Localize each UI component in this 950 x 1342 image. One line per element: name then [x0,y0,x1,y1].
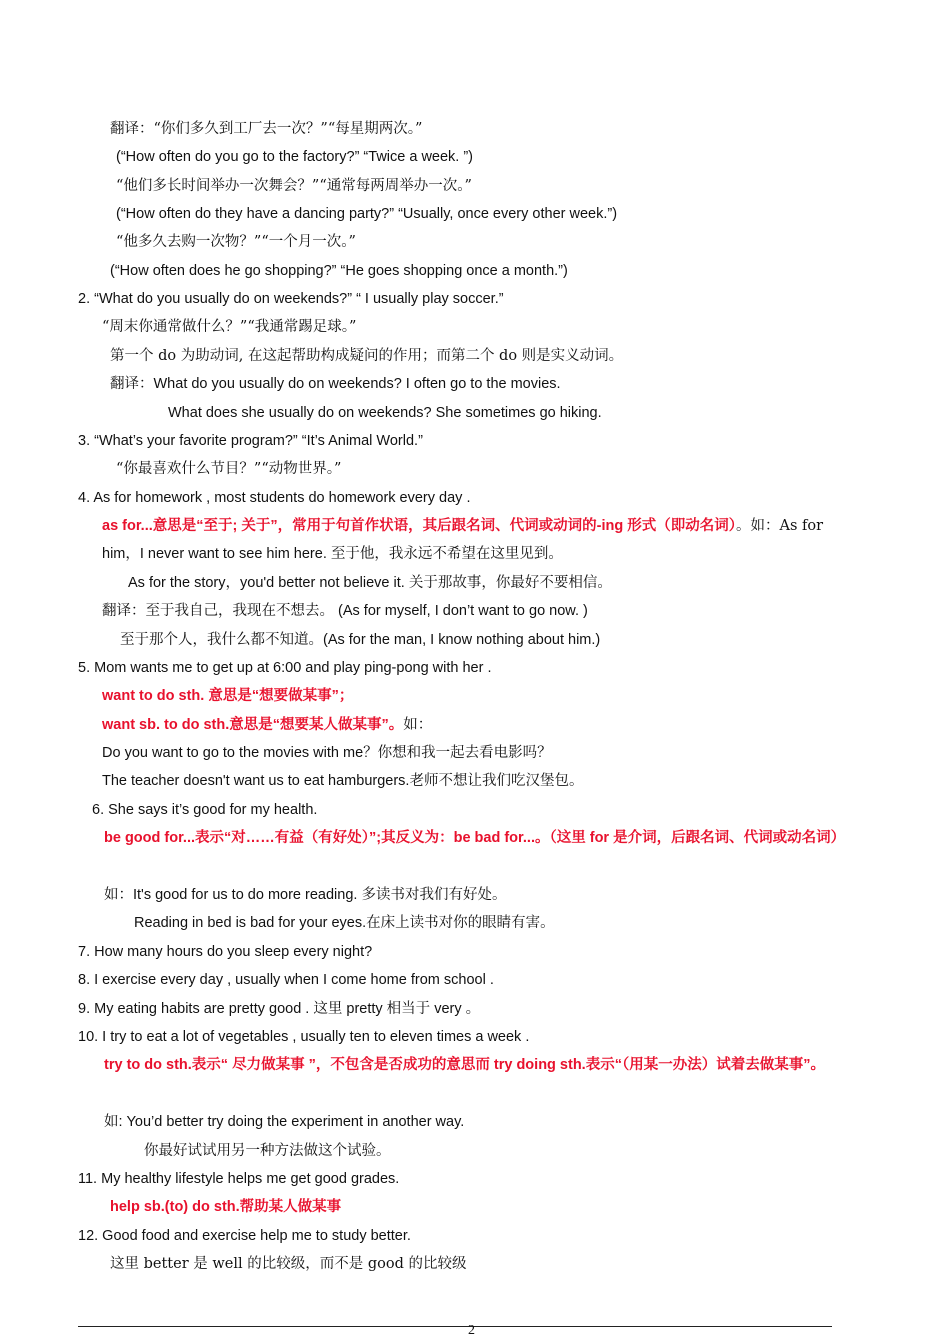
example-sentence: Reading in bed is bad for your eyes.在床上读书对你的眼睛有害。 [134,915,555,931]
translation-example: 翻译：What do you usually do on weekends? I often go to the movies. [110,376,561,392]
translation-line: “他们多长时间举办一次舞会？”“通常每两周举办一次。” [116,178,472,194]
translation-line: 翻译：“你们多久到工厂去一次？”“每星期两次。” [110,121,423,137]
translation-line: “他多久去购一次物？”“一个月一次。” [116,234,356,250]
grammar-note [102,516,823,536]
grammar-note-highlight: want sb. to do sth.意思是“想要某人做某事”。 [102,717,404,733]
example-sentence: The teacher doesn't want us to eat hamburgers.老师不想让我们吃汉堡包。 [102,773,584,789]
explanation-line: 第一个 do 为助动词, 在这起帮助构成疑问的作用；而第二个 do 则是实义动词。 [110,348,624,364]
numbered-sentence-12: 12. Good food and exercise help me to study better. [78,1228,411,1244]
numbered-sentence-2: 2. “What do you usually do on weekends?” “ I usually play soccer.” [78,291,504,307]
numbered-sentence-9: 9. My eating habits are pretty good . 这里 pretty 相当于 very 。 [78,1001,481,1017]
translation-example: 至于那个人，我什么都不知道。(As for the man, I know nothing about him.) [120,632,601,648]
example-sentence: him，I never want to see him here. 至于他，我永远不希望在这里见到。 [102,546,563,562]
grammar-note: try to do sth.表示“ 尽力做某事 ”，不包含是否成功的意思而 try doing sth.表示“（用某一办法）试着去做某事”。 [104,1057,825,1073]
english-sentence: (“How often do they have a dancing party?” “Usually, once every other week.”) [116,206,618,222]
grammar-note-tail: 。如：As for [735,518,824,534]
numbered-sentence-8: 8. I exercise every day , usually when I come home from school . [78,972,494,988]
example-sentence: As for the story，you'd better not believe it. 关于那故事，你最好不要相信。 [128,575,612,591]
grammar-note: want to do sth. 意思是“想要做某事”； [102,688,354,704]
translation-example: What does she usually do on weekends? She sometimes go hiking. [168,405,602,421]
translation-line: “周末你通常做什么？”“我通常踢足球。” [102,319,357,335]
numbered-sentence-4: 4. As for homework , most students do homework every day . [78,490,471,506]
grammar-note [102,715,432,735]
translation-example: 翻译：至于我自己，我现在不想去。 (As for myself, I don’t want to go now. ) [102,603,588,619]
grammar-note-tail: 如： [403,717,433,733]
example-sentence: 如: You’d better try doing the experiment in another way. [104,1114,465,1130]
numbered-sentence-3: 3. “What’s your favorite program?” “It’s Animal World.” [78,433,423,449]
numbered-sentence-10: 10. I try to eat a lot of vegetables , usually ten to eleven times a week . [78,1029,530,1045]
grammar-note: be good for...表示“对……有益（有好处）”;其反义为：be bad for...。（这里 for 是介词，后跟名词、代词或动名词） [104,830,846,846]
example-sentence: 如：It's good for us to do more reading. 多读书对我们有好处。 [104,887,507,903]
numbered-sentence-11: 11. My healthy lifestyle helps me get good grades. [78,1171,400,1187]
grammar-note: help sb.(to) do sth.帮助某人做某事 [110,1199,342,1215]
page-number: 2 [468,1323,475,1338]
numbered-sentence-5: 5. Mom wants me to get up at 6:00 and play ping-pong with her . [78,660,492,676]
translation-line: “你最喜欢什么节目？”“动物世界。” [116,461,342,477]
english-sentence: (“How often does he go shopping?” “He goes shopping once a month.”) [110,263,568,279]
footer-divider [78,1326,832,1327]
numbered-sentence-6: 6. She says it’s good for my health. [92,802,318,818]
example-sentence: Do you want to go to the movies with me？你想和我一起去看电影吗？ [102,745,552,761]
explanation-line: 这里 better 是 well 的比较级，而不是 good 的比较级 [110,1256,467,1272]
translation-line: 你最好试试用另一种方法做这个试验。 [144,1143,391,1159]
numbered-sentence-7: 7. How many hours do you sleep every night? [78,944,373,960]
grammar-note-highlight: as for...意思是“至于; 关于”，常用于句首作状语，其后跟名词、代词或动词的-ing 形式（即动名词） [102,518,736,534]
english-sentence: (“How often do you go to the factory?” “Twice a week. ”) [116,149,474,165]
